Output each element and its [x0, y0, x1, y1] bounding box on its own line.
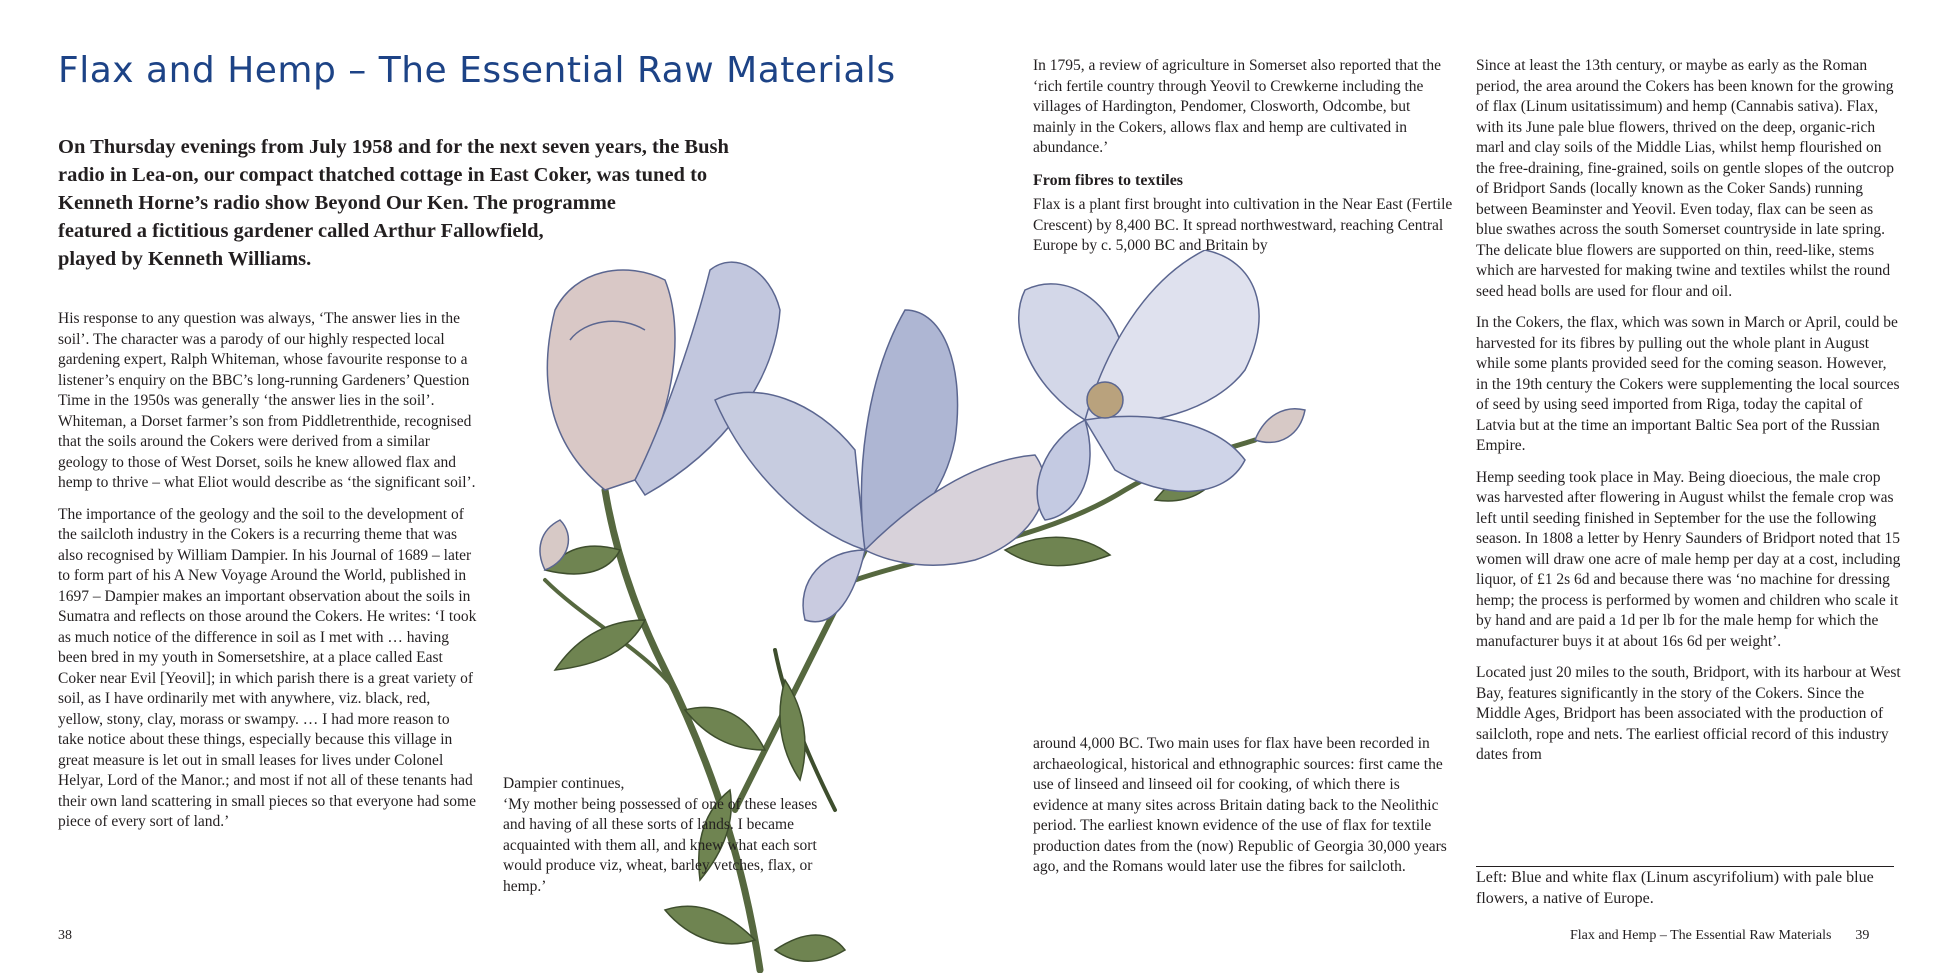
- body-paragraph: Since at least the 13th century, or maybe as early as the Roman period, the area around the Cokers has been known for the growing of flax (Linum usitatissimum) and hemp (Cannabis sativa). Flax, with its June pale blue flowers, thrived on the deep, organic-rich marl and clay soils of the Middle Lias, whilst hemp flourished on the free-draining, fine-grained, soils on gentle slopes of the outcrop of Bridport Sands (locally known as the Coker Sands) running between Beaminster and Yeovil. Even today, flax can be seen as blue swathes across the south Somerset countryside in late spring. The delicate blue flowers are supported on thin, reed-like, stems which are harvested for making twine and textiles whilst the round seed head bolls are used for flour and oil.: [1476, 57, 1894, 300]
- figure-caption: Left: Blue and white flax (Linum ascyrifolium) with pale blue flowers, a native of Europe.: [1476, 869, 1874, 907]
- leaf: [665, 906, 755, 944]
- right-column-bottom: [1033, 734, 1453, 889]
- leaf: [775, 935, 845, 961]
- flower-bud: [1255, 409, 1305, 443]
- leaf: [1005, 537, 1110, 565]
- right-column-top: [1033, 56, 1453, 268]
- leaf: [780, 680, 805, 780]
- intro-line: On Thursday evenings from July 1958 and for the next seven years, the Bush: [58, 136, 729, 158]
- chapter-title: Flax and Hemp – The Essential Raw Materials: [58, 50, 896, 91]
- body-paragraph: around 4,000 BC. Two main uses for flax have been recorded in archaeological, historical and ethnographic sources: first came the use of linseed and linseed oil for cooking, of which there is evidence at many sites across Britain dating back to the Neolithic period. The earliest known evidence of the use of flax for textile production dates from the (now) Republic of Georgia 30,000 years ago, and the Romans would later use the fibres for sailcloth.: [1033, 735, 1447, 875]
- page-number-left: 38: [58, 928, 72, 943]
- intro-line: radio in Lea-on, our compact thatched cottage in East Coker, was tuned to: [58, 164, 708, 186]
- far-right-column: [1476, 56, 1901, 777]
- petal: [715, 392, 865, 550]
- body-paragraph: The importance of the geology and the soil to the development of the sailcloth industry in the Cokers is a recurring theme that was also recognised by William Dampier. In his Journal of 1689 – later to form part of his A New Voyage Around the World, published in 1697 – Dampier makes an important observation about the soils in Sumatra and reflects on those around the Cokers. He writes: ‘I took as much notice of the difference in soil as I met with … having been bred in my youth in Somersetshire, at a place called East Coker near Evil [Yeovil]; in which parish there is a great variety of soil, as I have ordinarily met with anywhere, viz. black, red, yellow, stony, clay, morass or swampy. … I had more reason to take notice about these things, especially because this village in great measure is let out in small leases for lives under Colonel Helyar, Lord of the Manor.; and most if not all of these tenants had their own land scattering in small pieces so that everyone had some piece of every sort of land.’: [58, 505, 477, 830]
- page-number-right: 39: [1855, 928, 1870, 943]
- body-paragraph: In 1795, a review of agriculture in Somerset also reported that the ‘rich fertile country through Yeovil to Crewkerne including the villages of Hardington, Pendomer, Closworth, Odcombe, but mainly in the Cokers, allows flax and hemp are cultivated in abundance.’: [1033, 57, 1442, 156]
- intro-line: Kenneth Horne’s radio show Beyond Our Ken. The programme: [58, 192, 616, 214]
- body-paragraph: Flax is a plant first brought into cultivation in the Near East (Fertile Crescent) by 8,400 BC. It spread northwestward, reaching Central Europe by c. 5,000 BC and Britain by: [1033, 196, 1453, 254]
- petal: [1037, 420, 1090, 520]
- caption-rule: [1476, 866, 1894, 867]
- leaf: [555, 620, 645, 670]
- intro-line: featured a fictitious gardener called Arthur Fallowfield,: [58, 220, 544, 242]
- body-paragraph: Hemp seeding took place in May. Being dioecious, the male crop was harvested after flowering in August whilst the female crop was left until seeding finished in September for the use the following season. In 1808 a letter by Henry Saunders of Bridport noted that 15 women will draw one acre of male hemp per day at a cost, including liquor, of £1 2s 6d and because there was ‘no machine for dressing hemp; the process is performed by women and children who scale it by hand and are paid a 1d per lb for the male hemp for which the manufacturer buys it at about 16s 6d per weight’.: [1476, 468, 1901, 650]
- flower-centre: [1087, 382, 1123, 418]
- petal: [803, 550, 865, 622]
- petal: [1085, 416, 1245, 491]
- body-paragraph: Located just 20 miles to the south, Bridport, with its harbour at West Bay, features significantly in the story of the Cokers. Since the Middle Ages, Bridport has been associated with the production of sailcloth, rope and nets. The earliest official record of this industry dates from: [1476, 664, 1901, 763]
- body-paragraph: In the Cokers, the flax, which was sown in March or April, could be harvested for its fibres by pulling out the whole plant in August while some plants provided seed for the coming season. However, in the 19th century the Cokers were supplementing the local sources of seed by using seed imported from Riga, today the capital of Latvia but at the time an important Baltic Sea port of the Russian Empire.: [1476, 314, 1900, 454]
- intro-line: played by Kenneth Williams.: [58, 248, 312, 270]
- body-paragraph: His response to any question was always, ‘The answer lies in the soil’. The character was a parody of our highly respected local gardening expert, Ralph Whiteman, whose favourite response to a listener’s enquiry on the BBC’s long-running Gardeners’ Question Time in the 1950s was generally ‘the answer lies in the soil’. Whiteman, a Dorset farmer’s son from Piddletrenthide, recognised that the soils around the Cokers were derived from a similar geology to those of West Dorset, soils he knew allowed flax and hemp to thrive – what Eliot would describe as ‘the significant soil’.: [58, 310, 476, 491]
- running-footer: [1570, 928, 1890, 944]
- running-head: Flax and Hemp – The Essential Raw Materials: [1570, 928, 1832, 943]
- quote-paragraph: ‘My mother being possessed of one of these leases and having of all these sorts of lands. I became acquainted with them all, and knew what each sort would produce viz, wheat, barley vetches, flax, or hemp.’: [503, 795, 818, 895]
- body-paragraph: Dampier continues,: [503, 775, 625, 792]
- middle-column: [503, 774, 823, 908]
- subheading: From fibres to textiles: [1033, 171, 1184, 189]
- left-column: [58, 309, 478, 844]
